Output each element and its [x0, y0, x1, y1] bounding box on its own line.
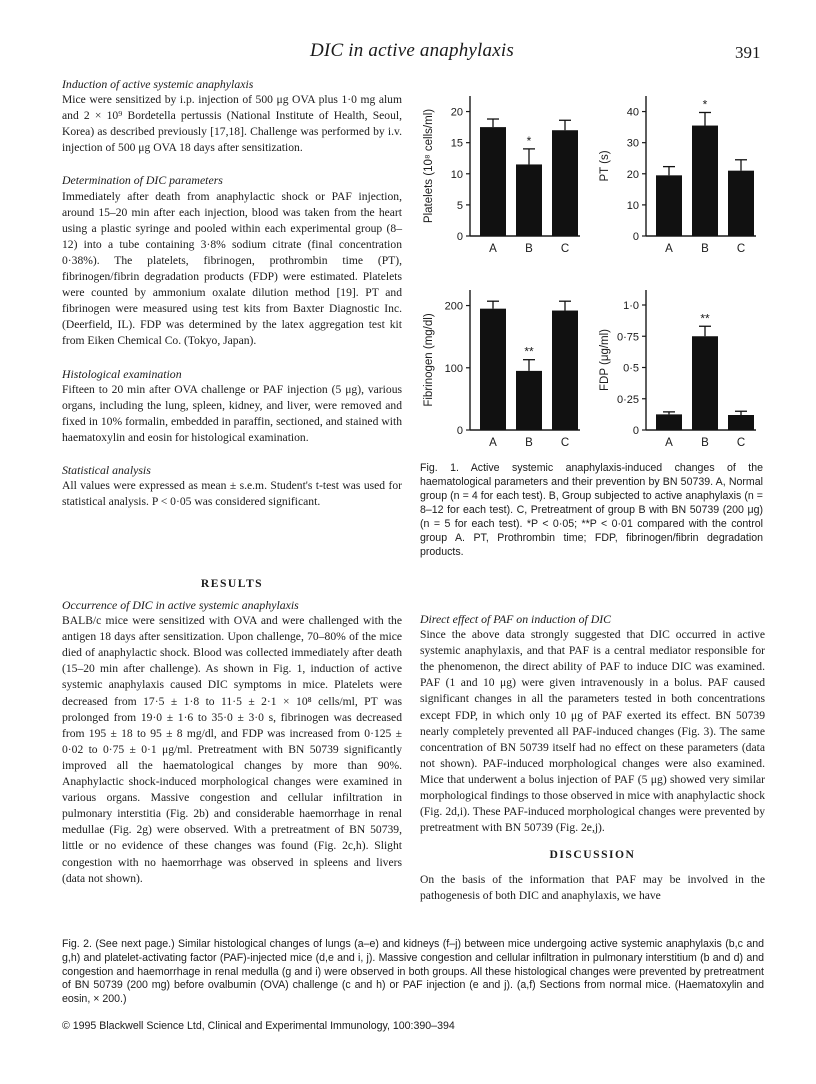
- bar: [692, 336, 718, 430]
- significance-marker: **: [524, 344, 534, 359]
- x-tick-label: A: [489, 437, 497, 449]
- section-text: Fifteen to 20 min after OVA challenge or PAF injection (5 μg), various organs, including the lung, spleen, kidney, and liver, were removed and fixed in 10% formalin, embedded in paraffin, sectioned, and stained with haematoxylin and eosin for histological examination.: [62, 382, 402, 444]
- y-tick-label: 100: [444, 362, 463, 375]
- bar: [692, 126, 718, 236]
- section-text: Mice were sensitized by i.p. injection of 500 μg OVA plus 1·0 mg alum and 2 × 10⁹ Bordetella pertussis (National Institute of Health, Seoul, Korea) as described previously [17,18]. Challenge was performed by i.v. injection of 500 μg OVA 18 days after sensitization.: [62, 93, 402, 155]
- bar: [480, 127, 506, 236]
- section-induction: [62, 76, 402, 156]
- y-tick-label: 10: [626, 199, 639, 212]
- figure-2-caption: Fig. 2. (See next page.) Similar histological changes of lungs (a–e) and kidneys (f–j) between mice undergoing active systemic anaphylaxis (b,c and g,h) and platelet-activating factor (PAF)-injected mice (d,e and i, j). Massive congestion and cellular infiltration in pulmonary interstitium (b and d) and congestion and haemorrhage in renal medulla (g and i) were observed in both groups. All these histological changes were prevented by pretreatment of BN 50739 (200 mg) before ovalbumin (OVA) challenge (c and h) or PAF injection (e and j). (a,f) Sections from normal mice. (Haematoxylin and eosin, × 200.): [62, 938, 764, 1006]
- x-tick-label: C: [560, 243, 570, 255]
- y-tick-label: 20: [450, 106, 463, 119]
- bar: [552, 130, 578, 236]
- discussion-heading: DISCUSSION: [549, 848, 636, 861]
- y-tick-label: 40: [626, 106, 639, 119]
- bar: [516, 371, 542, 430]
- y-tick-label: 10: [450, 168, 463, 181]
- x-tick-label: A: [665, 437, 673, 449]
- bar: [728, 415, 754, 430]
- discussion-column: [420, 872, 765, 904]
- chart-platelets: [420, 76, 590, 261]
- x-tick-label: A: [665, 243, 673, 255]
- bar: [656, 175, 682, 236]
- significance-marker: *: [526, 133, 532, 148]
- section-heading: Direct effect of PAF on induction of DIC: [420, 612, 612, 626]
- section-text: BALB/c mice were sensitized with OVA and were challenged with the antigen 18 days after sensitization. Upon challenge, 70–80% of the mice died of anaphylactic shock. Blood was collected immediately after death (15–20 min after challenge). As shown in Fig. 1, induction of active systemic anaphylaxis caused DIC symptoms in mice. Platelets were decreased from 17·5 ± 1·8 to 11·5 ± 2·1 × 10⁸ cells/ml, PT was prolonged from 19·0 ± 1·6 to 35·0 ± 3·0 s, fibrinogen was decreased from 195 ± 18 to 95 ± 8 mg/dl, and FDP was increased from 0·125 ± 0·02 to 0·75 ± 0·1 μg/ml. Pretreatment with BN 50739 significantly improved all the haematological changes by more than 90%. Anaphylactic shock-induced morphological changes were examined in various organs. Massive congestion and cellular infiltration in pulmonary interstitia (Fig. 2b) and considerable haemorrhage in renal medullae (Fig. 2g) were observed. With a pretreatment of BN 50739, little or no evidence of these changes was found (Fig. 2c,h). Slight congestion with no haemorrhage was observed in spleens and livers (data not shown).: [62, 614, 402, 885]
- page-number: 391: [735, 43, 761, 62]
- figure-1-caption: Fig. 1. Active systemic anaphylaxis-induced changes of the haematological parameters and their prevention by BN 50739. A, Normal group (n = 4 for each test). B, Group subjected to active anaphylaxis (n = 8–12 for each test). C, Pretreatment of group B with BN 50739 (200 μg) (n = 5 for each test). *P < 0·05; **P < 0·01 compared with the control group A. PT, Prothrombin time; FDP, fibrinogen/fibrin degradation products.: [420, 462, 763, 558]
- significance-marker: **: [700, 311, 710, 326]
- x-tick-label: C: [736, 243, 746, 255]
- section-heading: Determination of DIC parameters: [62, 173, 223, 188]
- y-tick-label: 0: [456, 425, 463, 437]
- bar: [728, 171, 754, 236]
- y-axis-label: Fibrinogen (mg/dl): [423, 313, 435, 407]
- section-statistics: [62, 462, 402, 510]
- chart-fibrinogen: [420, 270, 590, 455]
- section-dic-parameters: [62, 172, 402, 349]
- bar: [516, 164, 542, 236]
- significance-marker: *: [702, 97, 708, 112]
- x-tick-label: C: [560, 437, 570, 449]
- y-tick-label: 30: [626, 137, 639, 150]
- x-tick-label: B: [701, 437, 709, 449]
- x-tick-label: B: [525, 243, 533, 255]
- y-tick-label: 20: [626, 168, 639, 181]
- direct-effect-column: [420, 611, 765, 836]
- y-axis-label: PT (s): [599, 150, 611, 182]
- y-axis-label: Platelets (10⁸ cells/ml): [423, 108, 435, 224]
- chart-pt: [596, 76, 766, 261]
- y-tick-label: 200: [444, 300, 463, 313]
- y-tick-label: 0·25: [616, 393, 639, 406]
- bar: [656, 414, 682, 430]
- section-direct-effect: [420, 611, 765, 836]
- section-histology: [62, 366, 402, 446]
- y-tick-label: 15: [450, 137, 463, 150]
- y-tick-label: 0: [632, 231, 639, 243]
- section-heading: Statistical analysis: [62, 462, 151, 477]
- section-results: [62, 597, 402, 887]
- y-tick-label: 0·5: [623, 362, 639, 375]
- y-tick-label: 0·75: [616, 331, 639, 344]
- x-tick-label: B: [701, 243, 709, 255]
- x-tick-label: C: [736, 437, 746, 449]
- chart-fdp: [596, 270, 766, 455]
- y-tick-label: 0: [632, 425, 639, 437]
- section-text: Since the above data strongly suggested that DIC occurred in active systemic anaphylaxis, and that PAF is a central mediator responsible for the phenomenon, the direct ability of PAF to induce DIC was examined. PAF (1 and 10 μg) were given intravenously in a bolus. PAF caused significant changes in all the parameters tested in both concentrations except FDP, in which only 10 μg of PAF exerted its effect. BN 50739 nearly completely prevented all PAF-induced changes (Fig. 3). The same concentration of BN 50739 itself had no effect on these parameters (data not shown). PAF-induced morphological changes were also examined. Mice that underwent a bolus injection of PAF (5 μg) showed very similar morphological findings to those observed in mice with anaphylactic shock (Fig. 2d,i). These PAF-induced morphological changes were prevented by pretreatment with BN 50739 (Fig. 2e,j).: [420, 628, 765, 835]
- methods-column: [62, 76, 402, 510]
- running-title: DIC in active anaphylaxis: [310, 40, 514, 61]
- copyright-footer: © 1995 Blackwell Science Ltd, Clinical and Experimental Immunology, 100:390–394: [62, 1020, 455, 1032]
- bar: [552, 311, 578, 430]
- x-tick-label: B: [525, 437, 533, 449]
- y-axis-label: FDP (μg/ml): [599, 329, 611, 391]
- section-heading: Occurrence of DIC in active systemic anaphylaxis: [62, 598, 299, 612]
- y-tick-label: 5: [456, 199, 463, 212]
- y-tick-label: 1·0: [623, 300, 639, 312]
- discussion-text: On the basis of the information that PAF may be involved in the pathogenesis of both DIC and anaphylaxis, we have: [420, 873, 765, 903]
- y-tick-label: 0: [456, 231, 463, 243]
- section-heading: Histological examination: [62, 366, 182, 381]
- section-text: Immediately after death from anaphylactic shock or PAF injection, around 15–20 min after each injection, blood was taken from the heart using a plastic syringe and pooled within each experimental group (8–12) into a tube containing 3·8% sodium citrate (final concentration 0·38%). The platelets, fibrinogen, prothrombin time (PT), fibrinogen/fibrin degradation products (FDP) were estimated. Platelets were counted by ammonium oxalate dilution method [19]. PT and fibrinogen were measured using test kits from Baxter Diagnostic Inc. (Deerfield, IL). FDP was determined by the latex aggregation test kit from Eiken Chemical Co. (Tokyo, Japan).: [62, 189, 402, 348]
- x-tick-label: A: [489, 243, 497, 255]
- bar: [480, 309, 506, 430]
- section-text: All values were expressed as mean ± s.e.m. Student's t-test was used for statistical analysis. P < 0·05 was considered significant.: [62, 479, 402, 509]
- results-column: [62, 597, 402, 887]
- results-heading: RESULTS: [200, 577, 264, 590]
- section-heading: Induction of active systemic anaphylaxis: [62, 77, 254, 91]
